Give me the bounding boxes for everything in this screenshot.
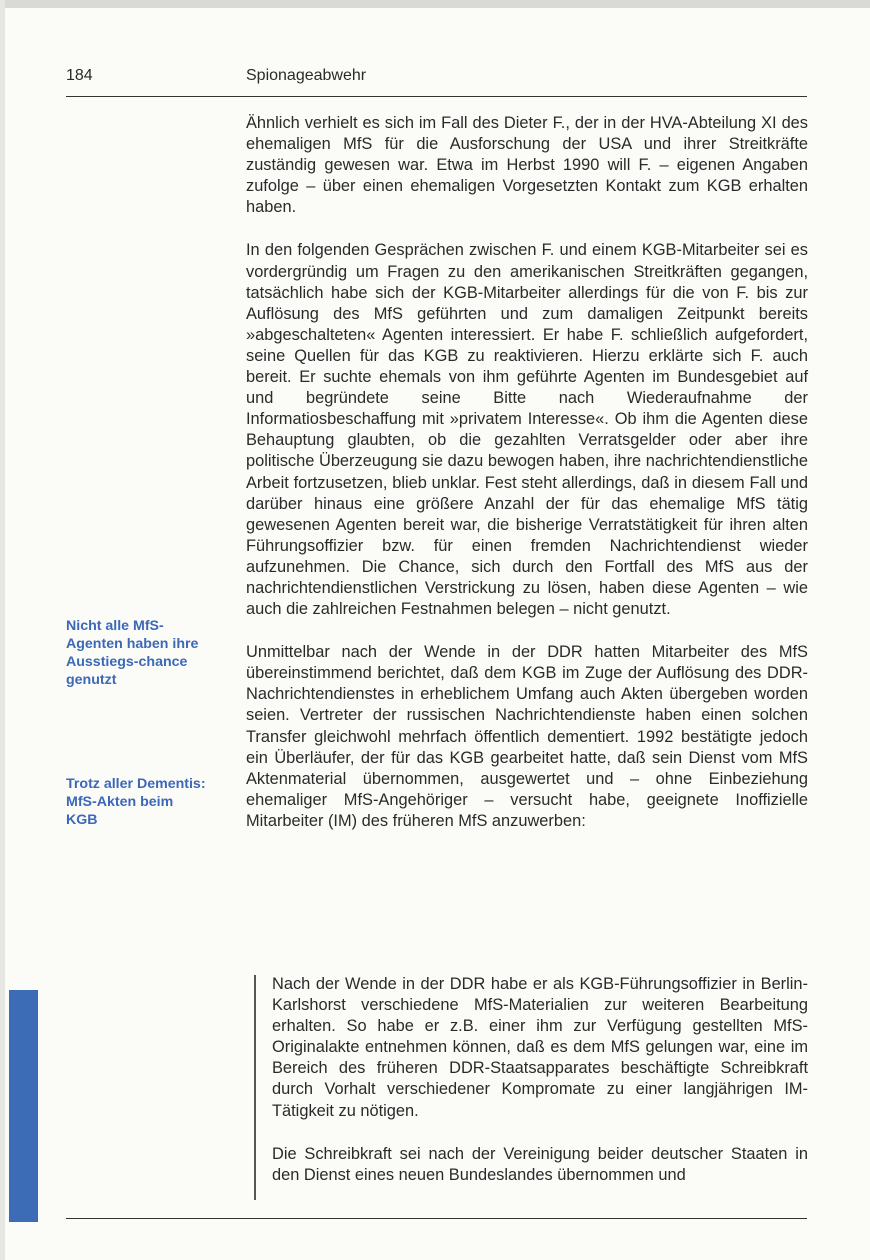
header-rule (66, 96, 807, 97)
paragraph-dieter-f: Ähnlich verhielt es sich im Fall des Dieter F., der in der HVA-Abteilung XI des ehemaligen MfS für die Ausforschung der USA und ihrer Streitkräfte zuständig gewesen war. Etwa im Herbst 1990 will F. – eigenen Angaben zufolge – über einen ehemaligen Vorgesetzten Kontakt zum KGB erhalten haben. (246, 114, 808, 217)
quote-paragraph-2: Die Schreibkraft sei nach der Vereinigung beider deutscher Staaten in den Dienst eines neuen Bundeslandes übernommen und (272, 1144, 808, 1184)
chapter-marker-bar (9, 990, 38, 1222)
scan-border-left (0, 0, 5, 1260)
margin-note-mfs-akten: Trotz aller Dementis: MfS-Akten beim KGB (66, 776, 206, 828)
main-text (246, 113, 808, 854)
quote-paragraph-1: Nach der Wende in der DDR habe er als KGB-Führungsoffizier in Berlin-Karlshorst verschiedene MfS-Materialien zur weiteren Bearbeitung erhalten. So habe er z.B. einer ihm zur Verfügung gestellten MfS-Originalakte entnehmen können, daß es dem MfS gelungen war, eine im Bereich des früheren DDR-Staatsapparates beschäftigte Schreibkraft durch Vorhalt verschiedener Kompromate zu einer langjährigen IM-Tätigkeit zu nötigen. (272, 975, 808, 1120)
paragraph-wende: Unmittelbar nach der Wende in der DDR hatten Mitarbeiter des MfS übereinstimmend berichtet, daß dem KGB im Zuge der Auflösung des DDR-Nachrichtendienstes in erheblichem Umfang auch Akten übergeben worden seien. Vertreter der russischen Nachrichtendienste haben einen solchen Transfer gleichwohl mehrfach öffentlich dementiert. 1992 bestätigte jedoch ein Überläufer, der für das KGB gearbeitet hatte, daß sein Dienst vom MfS Aktenmaterial übernommen, ausgewertet und – ohne Einbeziehung ehemaliger MfS-Angehöriger – versucht habe, geeignete Inoffizielle Mitarbeiter (IM) des früheren MfS anzuwerben: (246, 643, 808, 830)
quote-bar (254, 975, 256, 1200)
block-quote (272, 974, 808, 1208)
running-head: Spionageabwehr (246, 67, 367, 84)
paragraph-kgb-gespraeche: In den folgenden Gesprächen zwischen F. und einem KGB-Mitarbeiter sei es vordergründig um Fragen zu den amerikanischen Streitkräften gegangen, tatsächlich habe sich der KGB-Mitarbeiter allerdings für die von F. bis zur Auflösung des MfS geführten und zum damaligen Zeitpunkt bereits »abgeschalteten« Agenten interessiert. Er habe F. schließlich aufgefordert, seine Quellen für das KGB zu reaktivieren. Hierzu erklärte sich F. auch bereit. Er suchte ehemals von ihm geführte Agenten im Bundesgebiet auf und begründete seine Bitte nach Wiederaufnahme der Informatiosbeschaffung mit »privatem Interesse«. Ob ihm die Agenten diese Behauptung glaubten, ob die gezahlten Verratsgelder oder aber ihre politische Überzeugung sie dazu bewogen haben, ihre nachrichtendienstliche Arbeit fortzusetzen, blieb unklar. Fest steht allerdings, daß in diesem Fall und darüber hinaus eine größere Anzahl der für das ehemalige MfS tätig gewesenen Agenten bereit war, die bisherige Verratstätigkeit für ihren alten Führungsoffizier bzw. für einen fremden Nachrichtendienst wieder aufzunehmen. Die Chance, sich durch den Fortfall des MfS aus der nachrichtendienstlichen Verstrickung zu lösen, haben diese Agenten – wie auch die zahlreichen Festnahmen belegen – nicht genutzt. (246, 241, 808, 619)
margin-note-ausstiegschance: Nicht alle MfS-Agenten haben ihre Ausstiegs-chance genutzt (66, 618, 199, 688)
page-number: 184 (66, 67, 93, 84)
scan-border-top (0, 0, 870, 8)
footer-rule (66, 1218, 807, 1219)
